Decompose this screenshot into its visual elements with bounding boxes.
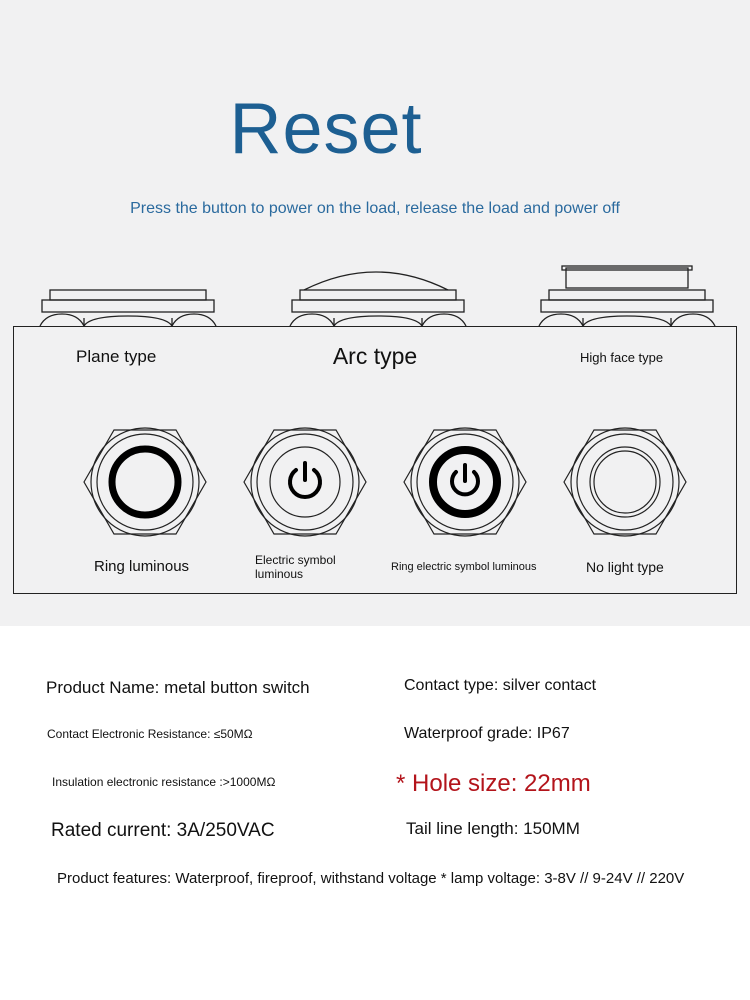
- spec-insulation: Insulation electronic resistance :>1000MΩ: [52, 775, 276, 789]
- plain-button-icon: [564, 428, 686, 536]
- side-view-drawings: [0, 262, 750, 330]
- ring-electric-symbol-caption: Ring electric symbol luminous: [391, 561, 537, 573]
- arc-type-label: Arc type: [332, 343, 418, 369]
- plane-type-side-icon: [40, 290, 216, 326]
- high-face-type-side-icon: [539, 266, 715, 326]
- page-subtitle: Press the button to power on the load, release the load and power off: [130, 200, 620, 217]
- ring-power-symbol-icon: [404, 428, 526, 536]
- power-symbol-icon: [244, 428, 366, 536]
- spec-product-name: Product Name: metal button switch: [46, 678, 310, 697]
- spec-features: Product features: Waterproof, fireproof, withstand voltage * lamp voltage: 3-8V // 9-24V // 220V: [57, 870, 685, 887]
- spec-waterproof: Waterproof grade: IP67: [404, 725, 570, 742]
- ring-luminous-caption: Ring luminous: [94, 558, 190, 575]
- front-view-drawings: [14, 422, 736, 542]
- spec-rated-current: Rated current: 3A/250VAC: [51, 820, 275, 841]
- ring-luminous-icon: [84, 428, 206, 536]
- electric-symbol-caption: Electric symbol luminous: [255, 553, 336, 581]
- no-light-caption: No light type: [586, 559, 664, 575]
- high-face-type-label: High face type: [580, 350, 664, 365]
- page-title: Reset: [229, 89, 423, 169]
- types-box: [13, 326, 737, 594]
- spec-contact-resistance: Contact Electronic Resistance: ≤50MΩ: [47, 727, 253, 741]
- spec-tail-line: Tail line length: 150MM: [406, 819, 580, 838]
- spec-hole-size: * Hole size: 22mm: [396, 770, 591, 797]
- plane-type-label: Plane type: [76, 347, 157, 366]
- arc-type-side-icon: [290, 272, 466, 326]
- spec-contact-type: Contact type: silver contact: [404, 677, 597, 694]
